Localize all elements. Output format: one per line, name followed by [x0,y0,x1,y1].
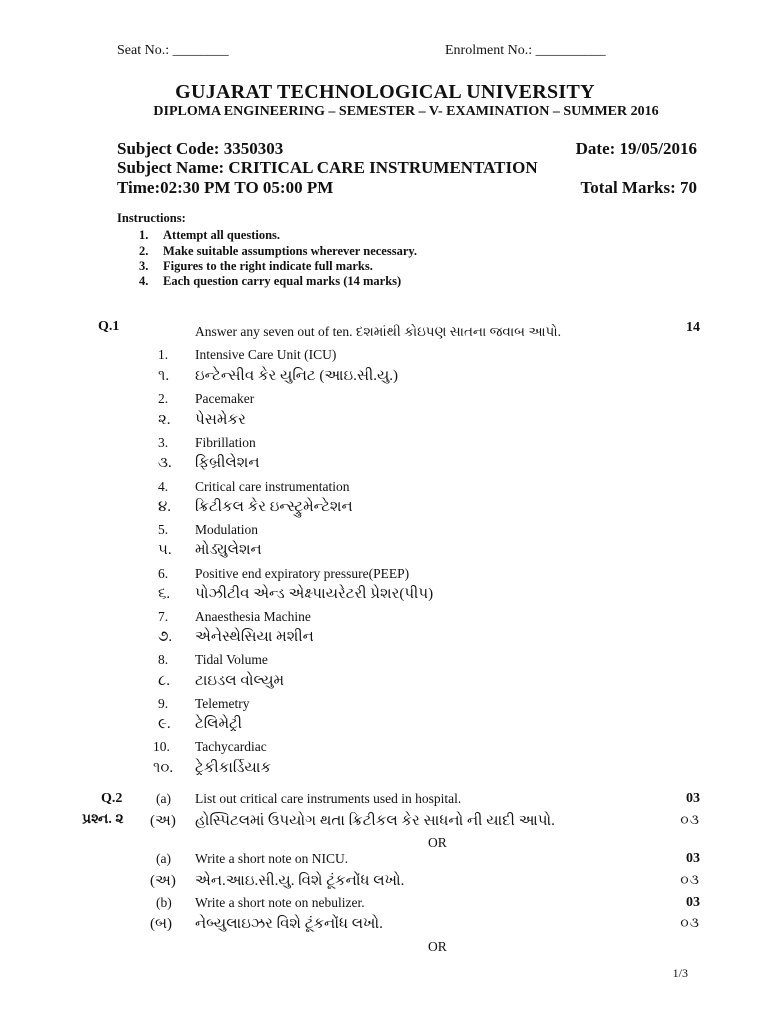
instruction-item [139,244,417,259]
item-text-gujarati: ઇન્ટેન્સીવ કેર યુનિટ (આઇ.સી.યુ.) [195,368,399,384]
item-text: Fibrillation [195,435,256,450]
item-text: Modulation [195,522,258,537]
item-number-gujarati: ૪. [158,499,172,515]
item-text: Anaesthesia Machine [195,609,311,624]
subquestion-marks: 03 [686,895,700,910]
subject-code: Subject Code: 3350303 [117,139,284,158]
subquestion-text: List out critical care instruments used in hospital. [195,791,462,806]
item-number: 5. [158,522,169,537]
instruction-number: 3. [139,259,149,273]
item-number-gujarati: ૯. [158,716,171,732]
exam-date: Date: 19/05/2016 [575,139,697,158]
instruction-text: Attempt all questions. [163,228,281,242]
item-text-gujarati: પોઝીટીવ એન્ડ એક્ષ્પાયરેટરી પ્રેશર(પીપ) [195,586,434,602]
exam-title: DIPLOMA ENGINEERING – SEMESTER – V- EXAMINATION – SUMMER 2016 [153,104,659,119]
instruction-item [139,228,280,243]
subquestion-text-gujarati: એન.આઇ.સી.યુ. વિશે ટૂંકનોંધ લખો. [195,873,405,889]
item-text-gujarati: ટ્રેકીકાર્ડિયાક [195,760,272,776]
item-number-gujarati: ૩. [158,455,172,471]
subquestion-text: Write a short note on NICU. [195,851,349,866]
item-number-gujarati: ૬. [158,586,171,602]
instruction-number: 4. [139,274,149,288]
subquestion-text-gujarati: નેબ્યુલાઇઝર વિશે ટૂંકનોંધ લખો. [195,916,383,932]
instruction-text: Figures to the right indicate full marks. [163,259,373,273]
item-number: 9. [158,696,169,711]
instruction-item [139,259,373,274]
item-text: Tachycardiac [195,739,267,754]
instruction-number: 2. [139,244,149,258]
subquestion-text: Write a short note on nebulizer. [195,895,365,910]
item-text-gujarati: એનેસ્થેસિયા મશીન [195,629,314,645]
subquestion-marks: 03 [686,851,700,866]
instruction-number: 1. [139,228,149,242]
item-text: Positive end expiratory pressure(PEEP) [195,566,410,581]
item-number-gujarati: ૧૦. [153,760,174,776]
instruction-item [139,274,401,289]
subquestion-label-gujarati: (અ) [150,813,176,829]
item-number-gujarati: ૧. [158,368,170,384]
subquestion-marks: 03 [686,791,700,806]
university-title: GUJARAT TECHNOLOGICAL UNIVERSITY [175,81,595,103]
question-2-label-gujarati: પ્રશ્ન. ૨ [82,812,124,827]
item-text: Tidal Volume [195,652,268,667]
item-text: Critical care instrumentation [195,479,350,494]
item-text: Telemetry [195,696,250,711]
item-text-gujarati: ફિબ્રીલેશન [195,455,260,471]
subquestion-label: (b) [156,895,172,910]
or-separator: OR [428,939,447,954]
instructions-heading: Instructions: [117,211,186,225]
question-2-label: Q.2 [101,791,123,806]
item-number: 2. [158,391,169,406]
subject-name: Subject Name: CRITICAL CARE INSTRUMENTATION [117,158,538,177]
subquestion-label-gujarati: (બ) [150,916,173,932]
item-text-gujarati: ટેલિમેટ્રી [195,716,243,732]
item-number: 6. [158,566,169,581]
subquestion-label: (a) [156,851,171,866]
seat-number: Seat No.: ________ [117,43,229,58]
subquestion-label-gujarati: (અ) [150,873,176,889]
or-separator: OR [428,835,447,850]
item-text-gujarati: ટાઇડલ વોલ્યુમ [195,673,285,689]
question-1-label: Q.1 [98,319,120,334]
item-number-gujarati: ૭. [158,629,173,645]
question-1-prompt: Answer any seven out of ten. દશમાંથી કોઇપણ સાતના જવાબ આપો. [195,324,562,339]
total-marks: Total Marks: 70 [580,178,697,197]
item-number-gujarati: ૫. [158,542,172,558]
item-text: Intensive Care Unit (ICU) [195,347,337,362]
item-number: 7. [158,609,169,624]
item-number-gujarati: ૮. [158,673,171,689]
subquestion-label: (a) [156,791,171,806]
question-1-marks: 14 [686,320,700,335]
item-text-gujarati: ક્રિટીકલ કેર ઇન્સ્ટ્રુમેન્ટેશન [195,499,353,515]
item-text: Pacemaker [195,391,255,406]
subquestion-marks-gujarati: ૦૩ [680,813,700,828]
subquestion-text-gujarati: હોસ્પિટલમાં ઉપયોગ થતા ક્રિટીકલ કેર સાધનો ની યાદી આપો. [195,813,555,829]
item-number: 10. [153,739,170,754]
item-text-gujarati: મોડ્યુલેશન [195,542,262,558]
instruction-text: Make suitable assumptions wherever necessary. [163,244,418,258]
instruction-text: Each question carry equal marks (14 marks) [163,274,402,288]
subquestion-marks-gujarati: ૦૩ [680,873,700,888]
subquestion-marks-gujarati: ૦૩ [680,916,700,931]
item-number: 8. [158,652,169,667]
page-number: 1/3 [672,966,688,980]
item-number-gujarati: ૨. [158,412,171,428]
item-number: 4. [158,479,169,494]
item-text-gujarati: પેસમેકર [195,412,246,428]
enrolment-number: Enrolment No.: __________ [445,43,606,58]
exam-time: Time:02:30 PM TO 05:00 PM [117,178,334,197]
item-number: 1. [158,347,169,362]
item-number: 3. [158,435,169,450]
